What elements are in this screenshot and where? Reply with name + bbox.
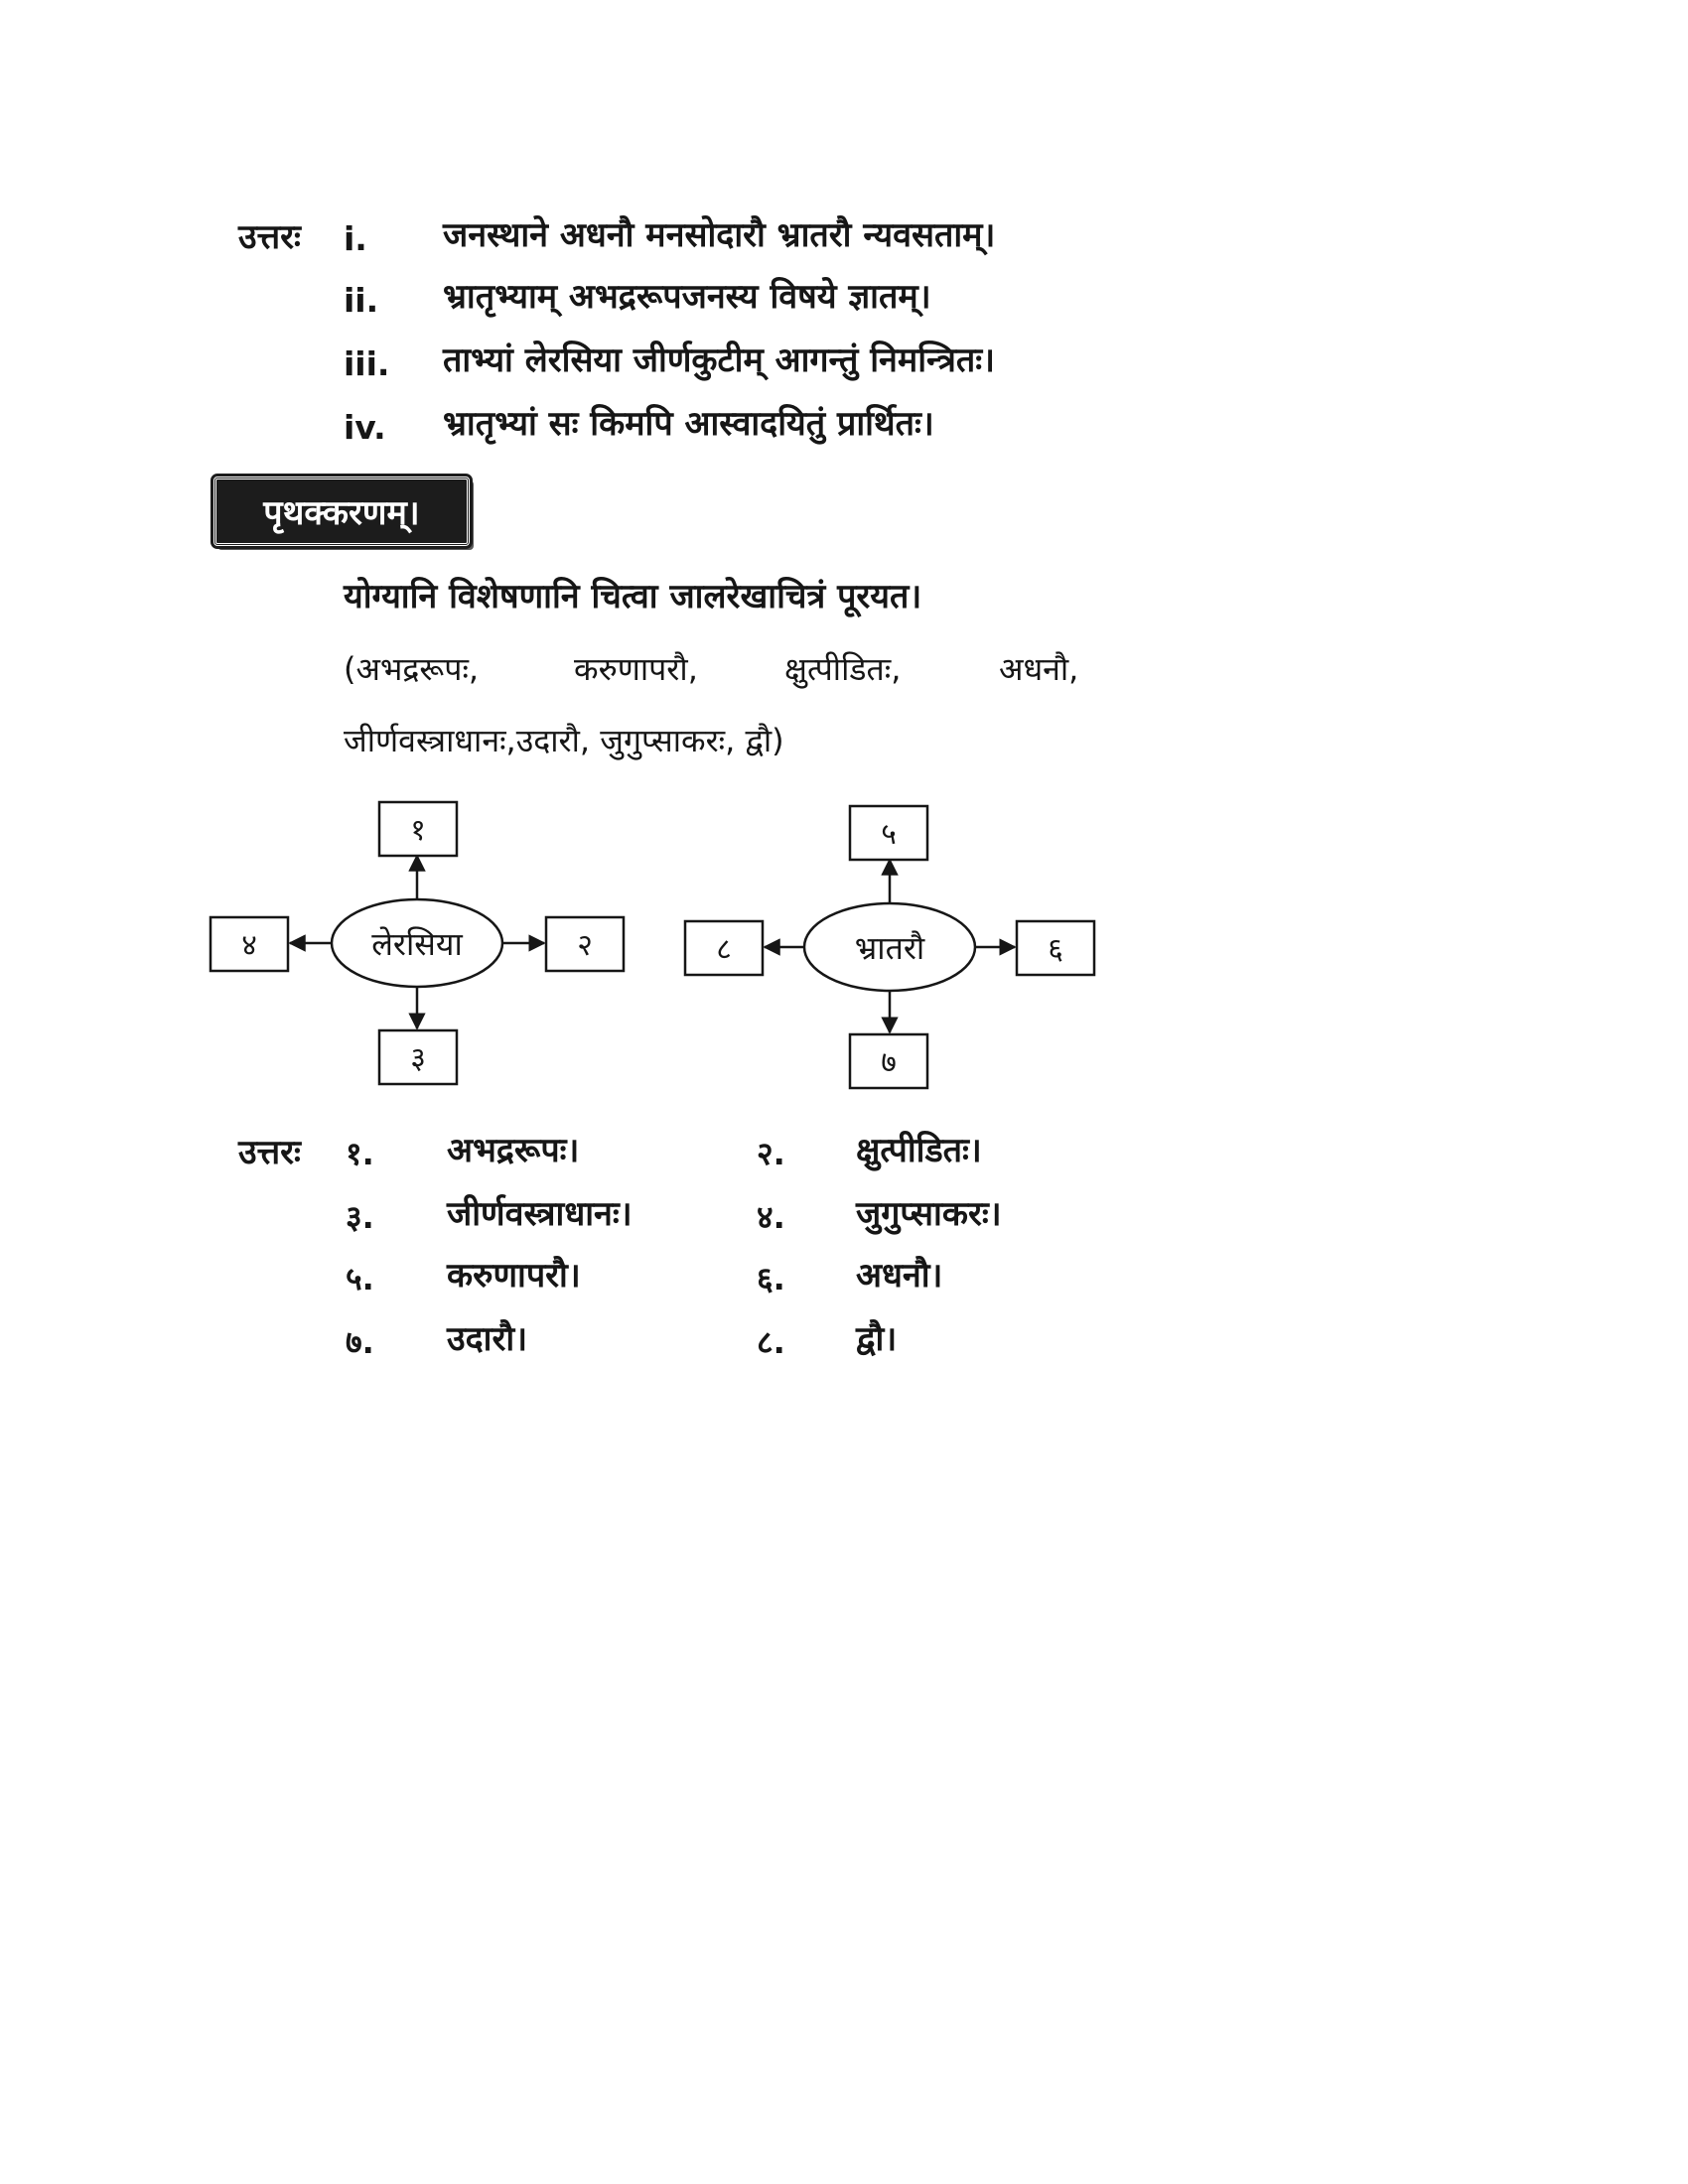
answer-marker: ii.	[344, 281, 379, 320]
box-number: ७	[881, 1045, 897, 1080]
box-number: ४	[241, 928, 257, 963]
center-label: लेरसिया	[371, 925, 463, 963]
answer-number: ७.	[346, 1323, 374, 1361]
option-list-line: जीर्णवस्त्राधानः,उदारौ, जुगुप्साकरः, द्वौ)	[344, 722, 784, 759]
answer-number: ४.	[757, 1198, 785, 1236]
answer-text: भ्रातृभ्यां सः किमपि आस्वादयितुं प्रार्थितः।	[443, 404, 934, 444]
answer-text: द्वौ।	[856, 1319, 898, 1359]
answer-text: करुणापरौ।	[447, 1256, 581, 1296]
answer-label: उत्तरः	[238, 217, 301, 257]
answer-marker: iv.	[344, 408, 386, 447]
answer-number: ५.	[346, 1260, 374, 1297]
answer-marker: i.	[344, 219, 367, 258]
box-number: ५	[881, 817, 897, 852]
answer-text: अधनौ।	[856, 1256, 943, 1296]
answer-text: क्षुत्पीडितः।	[856, 1131, 982, 1170]
box-number: २	[577, 928, 593, 963]
option-item: करुणापरौ,	[574, 650, 698, 688]
answer-text: जीर्णवस्त्राधानः।	[447, 1194, 633, 1234]
answer-marker: iii.	[344, 344, 390, 383]
section-heading: पृथक्करणम्।	[213, 477, 470, 546]
instruction-text: योग्यानि विशेषणानि चित्वा जालरेखाचित्रं पूरयत।	[344, 577, 922, 616]
answer-number: ८.	[757, 1323, 785, 1361]
option-item: अधनौ,	[999, 650, 1079, 688]
diagram-left	[211, 802, 624, 1084]
box-number: १	[410, 813, 426, 848]
answer-number: २.	[757, 1135, 785, 1172]
answer-text: भ्रातृभ्याम् अभद्ररूपजनस्य विषये ज्ञातम्।	[443, 277, 931, 317]
center-label: भ्रातरौ	[854, 929, 925, 967]
answer-number: ३.	[346, 1198, 374, 1236]
option-item: क्षुत्पीडितः,	[784, 650, 902, 688]
box-number: ८	[716, 932, 732, 967]
diagram-right	[685, 806, 1094, 1088]
answer-text: जनस्थाने अधनौ मनसोदारौ भ्रातरौ न्यवसताम्।	[443, 215, 996, 255]
answer-text: उदारौ।	[447, 1319, 528, 1359]
answer-number: ६.	[757, 1260, 785, 1297]
box-number: ३	[410, 1041, 426, 1076]
answer-text: अभद्ररूपः।	[447, 1131, 580, 1170]
answer-number: १.	[346, 1135, 374, 1172]
answer-text: ताभ्यां लेरसिया जीर्णकुटीम् आगन्तुं निमन्त्रितः।	[443, 341, 995, 380]
box-number: ६	[1048, 932, 1063, 967]
answer-text: जुगुप्साकरः।	[856, 1194, 1002, 1234]
answer-label: उत्तरः	[238, 1133, 301, 1172]
option-item: (अभद्ररूपः,	[344, 650, 480, 688]
